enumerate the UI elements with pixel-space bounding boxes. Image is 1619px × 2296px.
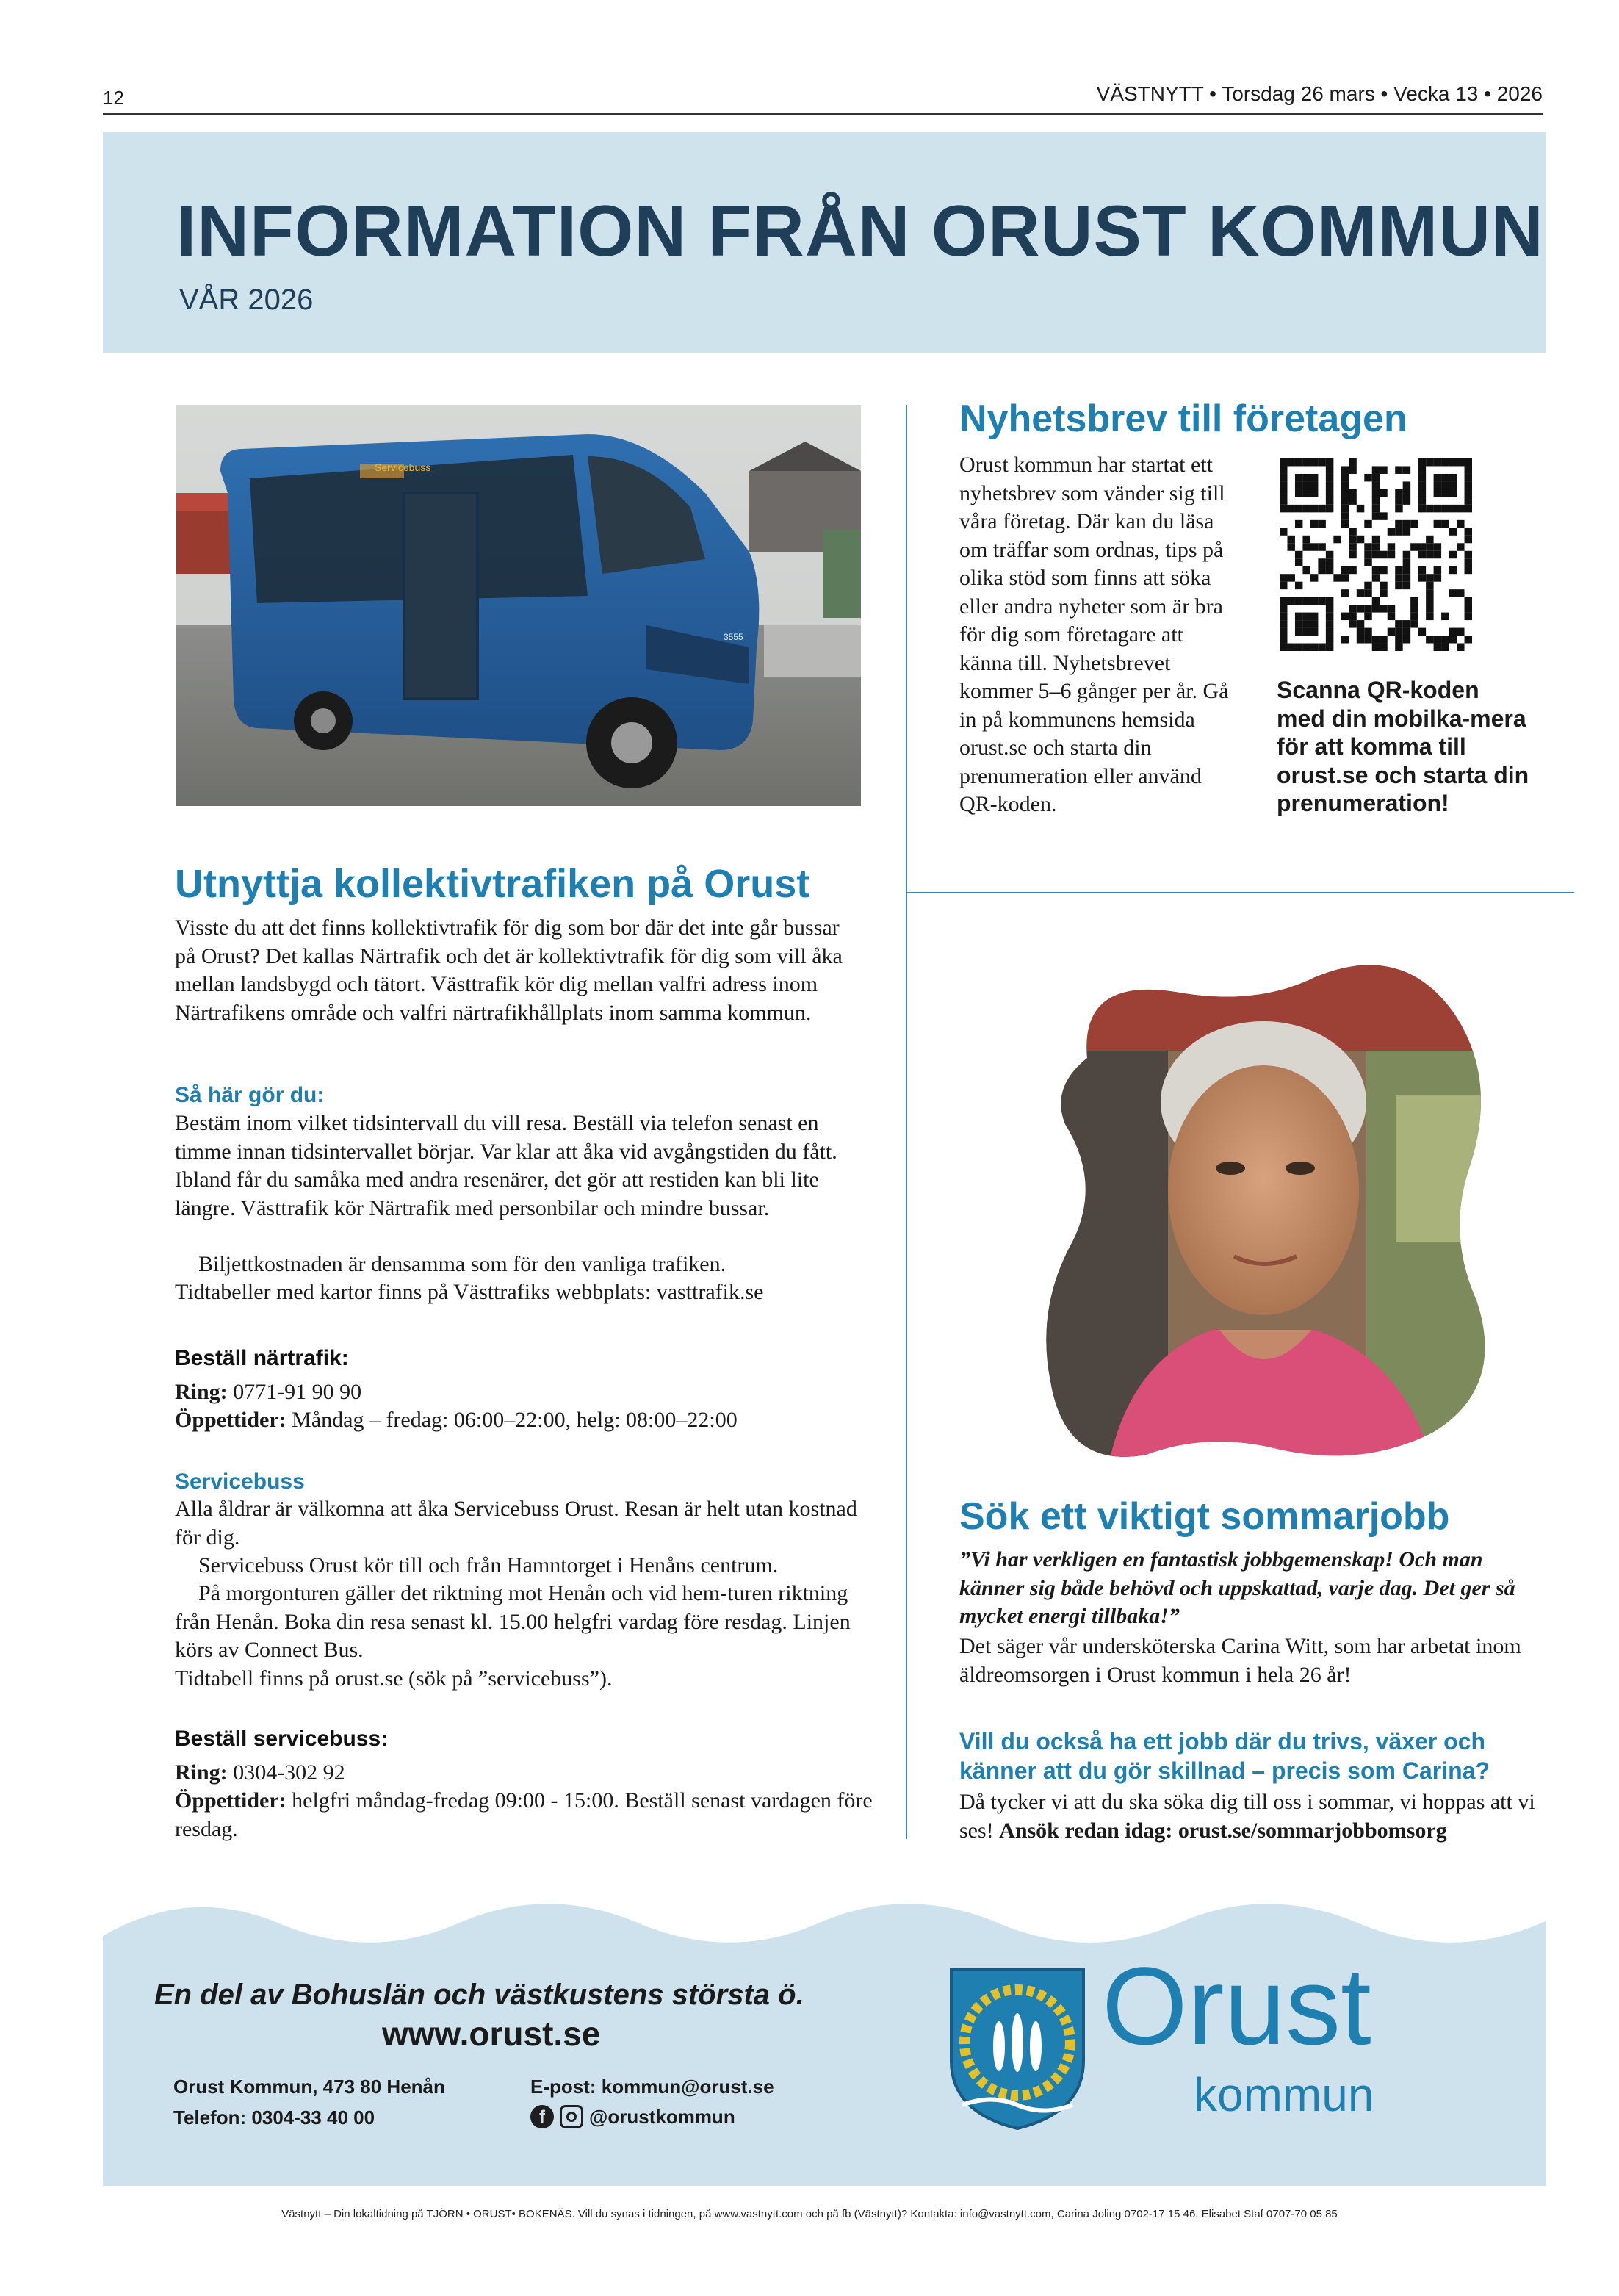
publisher-footer: Västnytt – Din lokaltidning på TJÖRN • ORUST• BOKENÄS. Vill du synas i tidningen, på www.vastnytt.com och på fb (Västnytt)? Kontakta: info@vastnytt.com, Carina Joling 0702-17 15 46, Elisabet Staf 0707-70 05 85 — [281, 2208, 1338, 2220]
servicebuss-phone — [175, 1759, 865, 1788]
transit-intro: Visste du att det finns kollektivtrafik för dig som bor där det inte går bussar på Orust? Det kallas Närtrafik och det är kollektivtrafik för dig som vill åka mellan landsbygd och tätort. Västtrafik kör dig mellan valfri adress inom Närtrafikens område och valfri närtrafikhållplats inom samma kommun. — [175, 915, 843, 1025]
footer-website[interactable]: www.orust.se — [382, 2015, 601, 2053]
how-heading: Så här gör du: — [175, 1083, 325, 1107]
footer-band — [103, 1892, 1546, 2186]
order-nartrafik-heading: Beställ närtrafik: — [175, 1346, 349, 1370]
facebook-icon[interactable]: f — [530, 2105, 554, 2128]
servicebuss-text-3: På morgonturen gäller det riktning mot Henån och vid hem-turen riktning från Henån. Boka din resa senast kl. 15.00 helgfri vardag före resdag. Linjen körs av Connect Bus. — [175, 1581, 851, 1662]
summerjob-cta-body: Då tycker vi att du ska söka dig till oss i sommar, vi hoppas att vi ses! — [959, 1790, 1535, 1843]
footer-tagline: En del av Bohuslän och västkustens största ö. — [154, 1979, 804, 2011]
servicebuss-text-2: Servicebuss Orust kör till och från Hamntorget i Henåns centrum. — [198, 1553, 779, 1577]
header-rule — [103, 113, 1543, 115]
social-handle[interactable]: @orustkommun — [589, 2105, 735, 2128]
qr-caption: Scanna QR-koden med din mobilka-mera för att komma till orust.se och starta din prenumeration! — [1277, 677, 1529, 816]
servicebuss-text-4: Tidtabell finns på orust.se (sök på ”servicebuss”). — [175, 1666, 613, 1691]
newsletter-text: Orust kommun har startat ett nyhetsbrev som vänder sig till våra företag. Där kan du läsa om träffar som ordnas, tips på olika stöd som finns att söka eller andra nyheter som är bra för dig som företagare att känna till. Nyhetsbrevet kommer 5–6 gånger per år. Gå in på kommunens hemsida orust.se och starta din prenumeration eller använd QR-koden. — [959, 453, 1229, 816]
nartrafik-phone — [175, 1378, 865, 1407]
servicebuss-phone-number: 0304-302 92 — [233, 1760, 345, 1785]
footer-address: Orust Kommun, 473 80 Henån — [173, 2076, 445, 2098]
servicebuss-hours-value: helgfri måndag-fredag 09:00 - 15:00. Beställ senast vardagen före resdag. — [175, 1788, 873, 1841]
employee-portrait — [1021, 948, 1499, 1462]
summerjob-text: Det säger vår undersköterska Carina Witt, som har arbetat inom äldreomsorgen i Orust kommun i hela 26 år! — [959, 1634, 1521, 1687]
servicebuss-heading: Servicebuss — [175, 1469, 305, 1494]
masthead: VÄSTNYTT • Torsdag 26 mars • Vecka 13 • 2026 — [1096, 82, 1543, 105]
title-banner — [103, 132, 1546, 353]
open-label-2: Öppettider: — [175, 1788, 286, 1813]
open-label: Öppettider: — [175, 1408, 286, 1432]
servicebuss-hours — [175, 1787, 880, 1843]
instagram-icon[interactable] — [560, 2105, 583, 2128]
summerjob-heading: Sök ett viktigt sommarjobb — [959, 1495, 1450, 1538]
section-divider — [906, 892, 1574, 893]
summerjob-cta-heading: Vill du också ha ett jobb där du trivs, växer och känner att du gör skillnad – precis som Carina? — [959, 1728, 1490, 1784]
bus-number: 3555 — [724, 632, 743, 642]
footer-email[interactable]: E-post: kommun@orust.se — [530, 2076, 774, 2098]
orust-logo-subtext: kommun — [1194, 2068, 1374, 2121]
nartrafik-hours — [175, 1406, 880, 1435]
orust-logo-wordmark: Orust — [1102, 1944, 1371, 2068]
nartrafik-hours-value: Måndag – fredag: 06:00–22:00, helg: 08:00–22:00 — [292, 1408, 738, 1432]
transit-heading: Utnyttja kollektivtrafiken på Orust — [175, 862, 810, 906]
ring-label-2: Ring: — [175, 1760, 228, 1785]
order-servicebuss-heading: Beställ servicebuss: — [175, 1727, 389, 1751]
nartrafik-phone-number: 0771-91 90 90 — [233, 1380, 362, 1404]
how-text-fare: Biljettkostnaden är densamma som för den vanliga trafiken. — [198, 1252, 726, 1276]
summerjob-apply-link[interactable]: Ansök redan idag: orust.se/sommarjobbomsorg — [999, 1818, 1447, 1843]
bus-photo — [176, 405, 861, 806]
ring-label: Ring: — [175, 1380, 228, 1404]
servicebuss-text-1: Alla åldrar är välkomna att åka Servicebuss Orust. Resan är helt utan kostnad för dig. — [175, 1497, 857, 1550]
footer-phone: Telefon: 0304-33 40 00 — [173, 2106, 375, 2128]
column-divider — [906, 405, 907, 1839]
summerjob-quote: ”Vi har verkligen en fantastisk jobbgemenskap! Och man känner sig både behövd och uppskattad, varje dag. Det ger så mycket energi tillbaka!” — [959, 1547, 1515, 1628]
footer-social — [530, 2104, 735, 2130]
page-number: 12 — [103, 87, 124, 109]
page-subtitle: VÅR 2026 — [179, 284, 314, 316]
how-text: Bestäm inom vilket tidsintervall du vill resa. Beställ via telefon senast en timme innan tidsintervallet börjar. Var klar att åka vid avgångstiden du fått. Ibland får du samåka med andra resenärer, det gör att restiden kan bli lite längre. Västtrafik kör Närtrafik med personbilar och mindre bussar. — [175, 1111, 837, 1220]
qr-code — [1280, 458, 1472, 651]
orust-crest-icon — [948, 1965, 1087, 2131]
page-title: INFORMATION FRÅN ORUST KOMMUN — [176, 190, 1544, 271]
how-text-timetable: Tidtabeller med kartor finns på Västtrafiks webbplats: vasttrafik.se — [175, 1280, 764, 1304]
bus-destination-sign: Servicebuss — [375, 461, 431, 473]
newsletter-heading: Nyhetsbrev till företagen — [959, 397, 1407, 440]
summerjob-cta-text — [959, 1788, 1547, 1845]
